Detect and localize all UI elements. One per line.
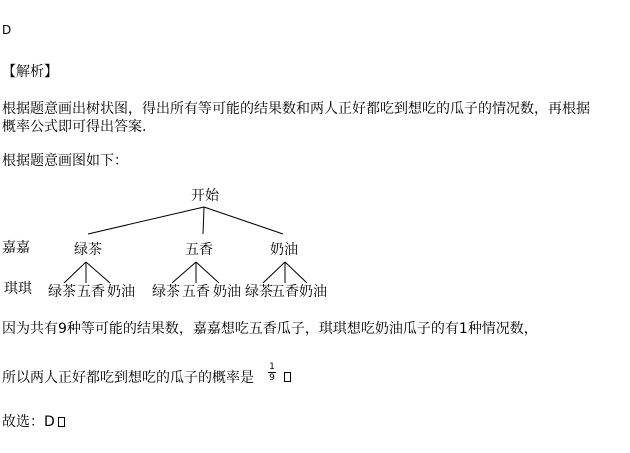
analysis-heading: 【解析】 xyxy=(2,64,58,80)
tree-leaf-node: 绿茶 xyxy=(245,284,273,300)
conclusion-text: 所以两人正好都吃到想吃的瓜子的概率是 xyxy=(2,370,254,386)
analysis-line-1: 根据题意画出树状图，得出所有等可能的结果数和两人正好都吃到想吃的瓜子的情况数，再根据 xyxy=(2,101,590,117)
branch-root-lvl1-2 xyxy=(203,207,204,234)
branch-l1-2-leaf-3 xyxy=(196,262,219,283)
tree-leaf-node: 五香 xyxy=(182,284,210,300)
tree-leaf-node: 绿茶 xyxy=(48,284,76,300)
final-answer: 故选：D xyxy=(2,414,55,430)
tree-leaf-node: 绿茶 xyxy=(152,284,180,300)
branch-root-lvl1-3 xyxy=(204,207,283,234)
row-label-jiajia: 嘉嘉 xyxy=(2,240,30,256)
fraction-denominator: 9 xyxy=(269,373,275,383)
missing-glyph-icon xyxy=(58,417,65,427)
tree-root: 开始 xyxy=(191,188,219,204)
tree-intro: 根据题意画图如下： xyxy=(2,153,128,169)
branch-l1-3-leaf-3 xyxy=(285,262,307,283)
branch-l1-1-leaf-1 xyxy=(64,262,86,283)
row-label-qiqi: 琪琪 xyxy=(4,281,32,297)
tree-leaf-node: 奶油 xyxy=(107,284,135,300)
tree-leaf-node: 五香 xyxy=(271,284,299,300)
analysis-line-2: 概率公式即可得出答案. xyxy=(2,119,147,135)
fraction-numerator: 1 xyxy=(269,362,275,372)
tree-level1-node: 绿茶 xyxy=(74,242,102,258)
branch-l1-3-leaf-1 xyxy=(263,262,285,283)
tree-leaf-node: 奶油 xyxy=(299,284,327,300)
answer-letter: D xyxy=(2,23,12,37)
reason-text: 因为共有9种等可能的结果数，嘉嘉想吃五香瓜子，琪琪想吃奶油瓜子的有1种情况数， xyxy=(2,321,538,337)
tree-leaf-node: 五香 xyxy=(77,284,105,300)
missing-glyph-icon xyxy=(284,372,291,382)
branch-l1-2-leaf-1 xyxy=(172,262,196,283)
tree-level1-node: 奶油 xyxy=(270,242,298,258)
tree-leaf-node: 奶油 xyxy=(213,284,241,300)
tree-level1-node: 五香 xyxy=(185,242,213,258)
branch-root-lvl1-1 xyxy=(88,207,204,234)
branch-l1-1-leaf-3 xyxy=(86,262,110,283)
